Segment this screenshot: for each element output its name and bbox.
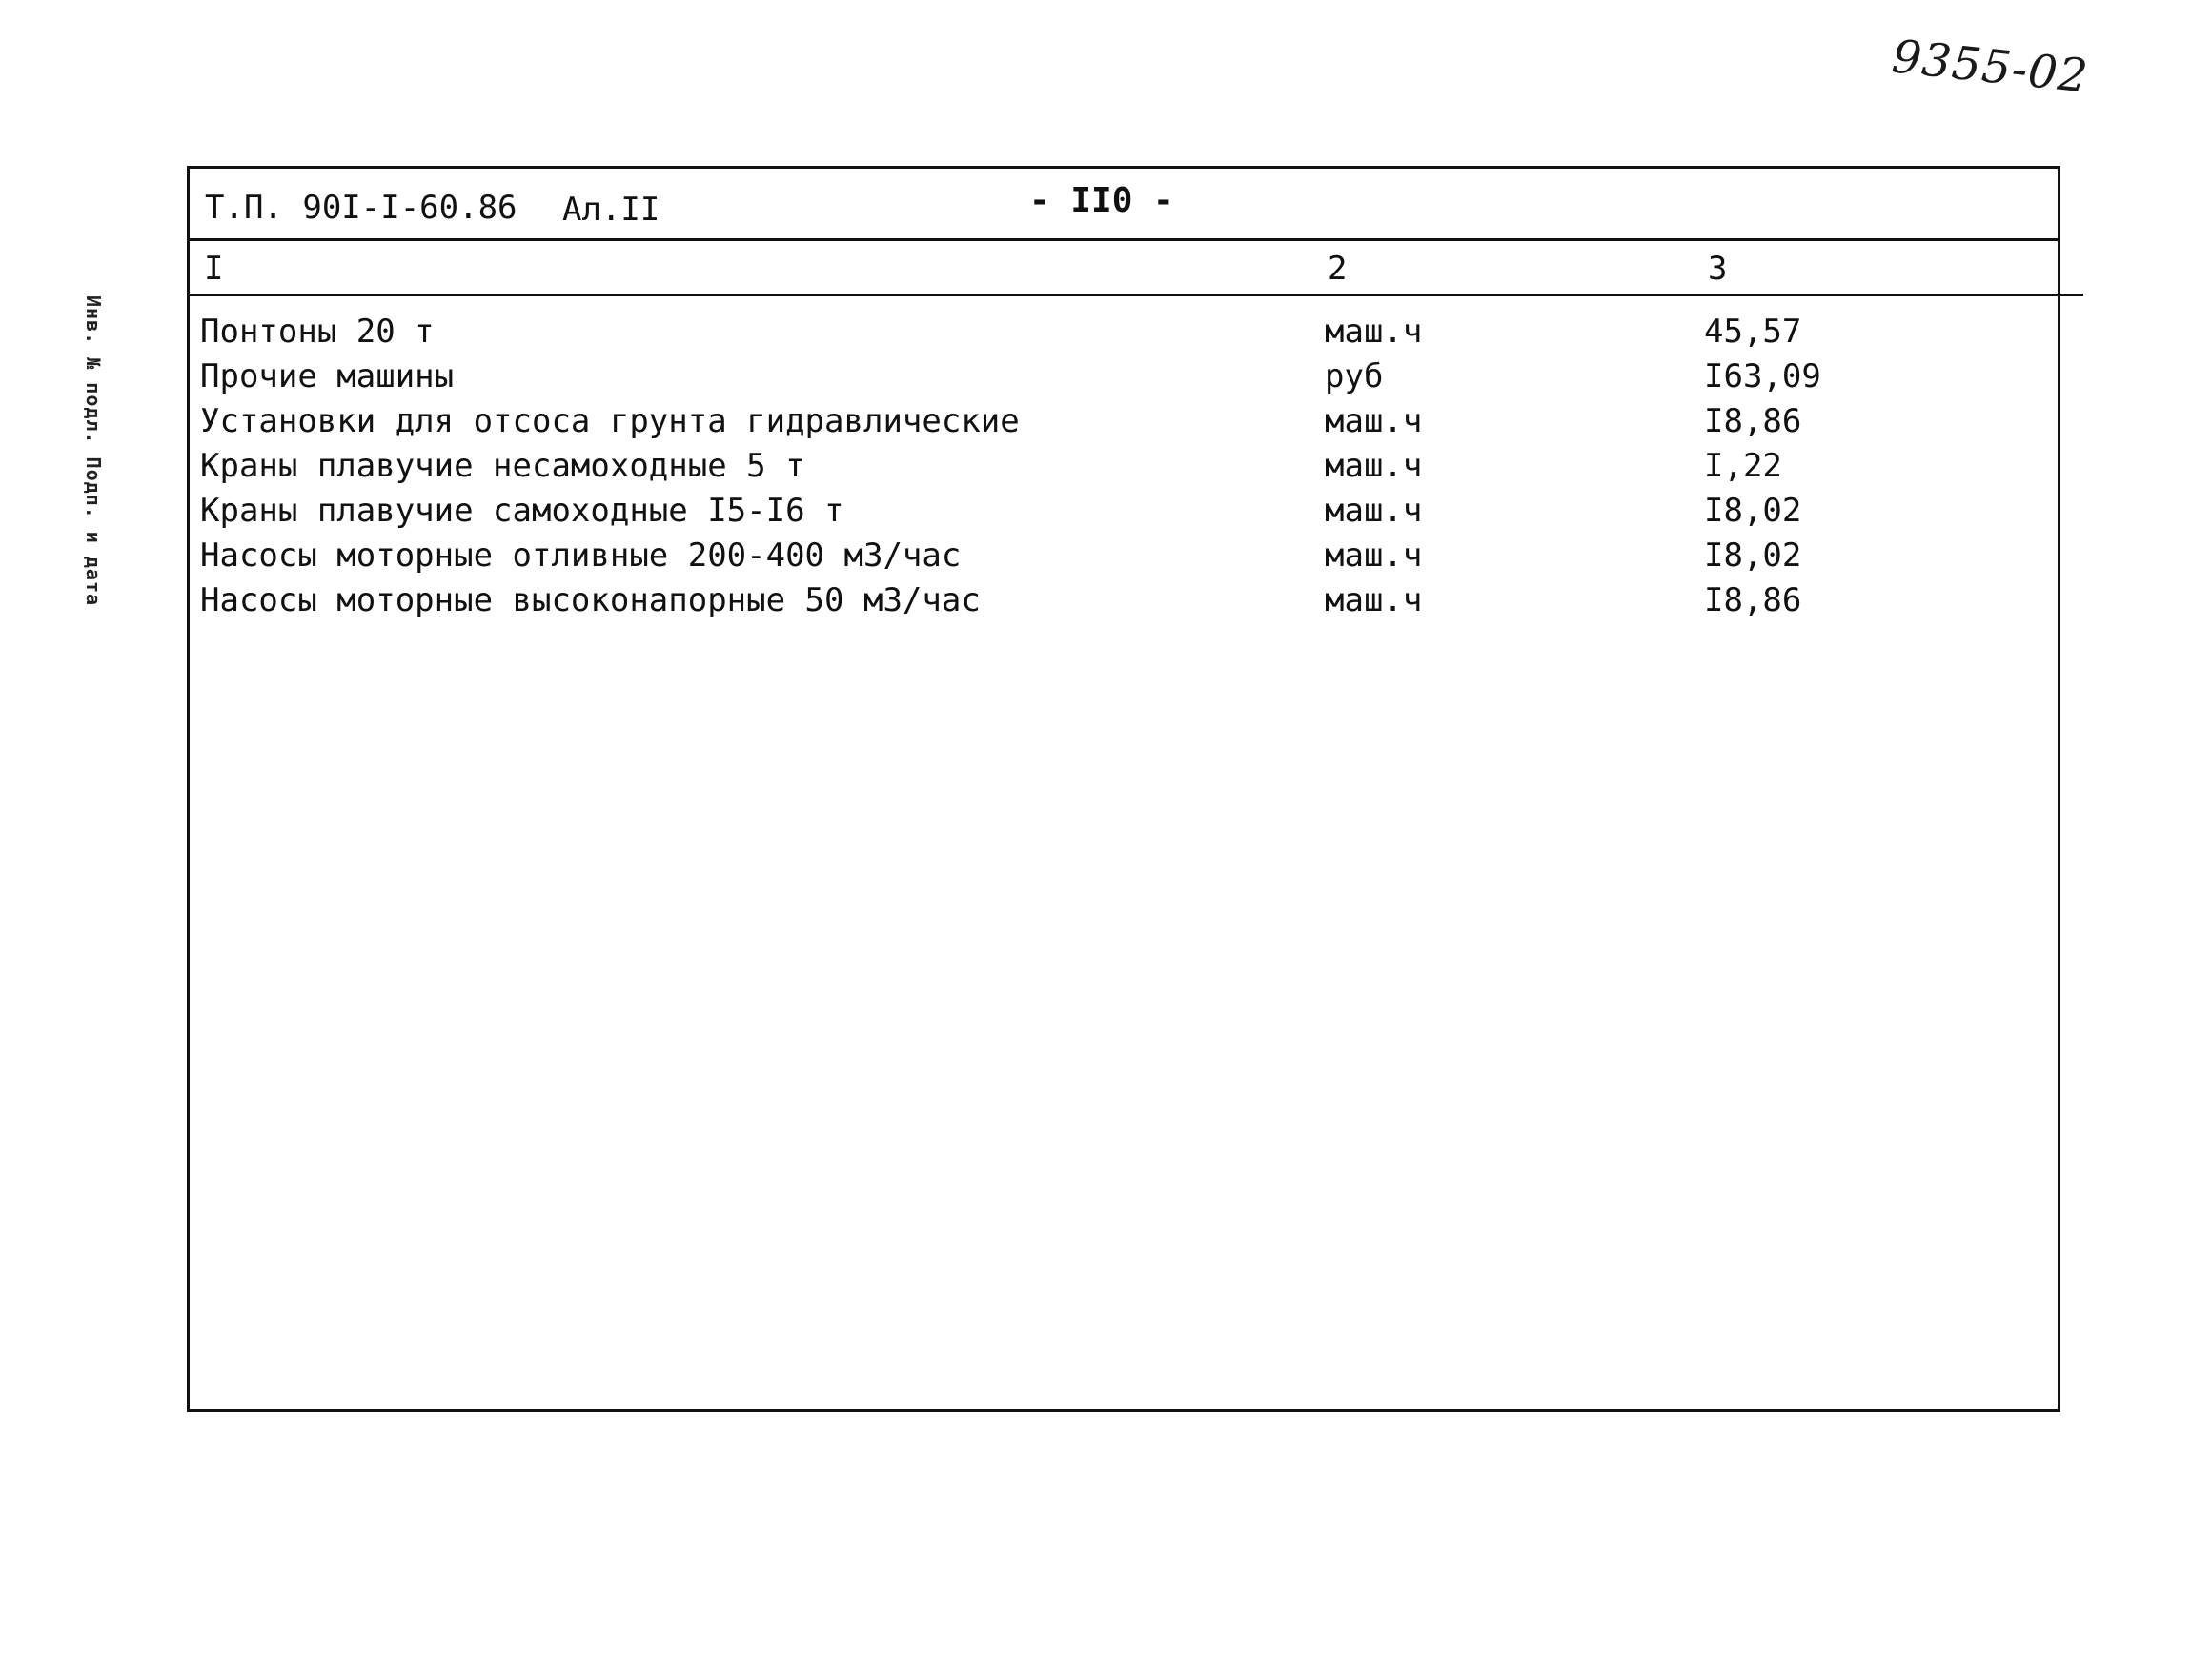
margin-stamp: Инв. № подл. Подп. и дата [82, 295, 105, 607]
table-row [200, 536, 2049, 580]
column-number-1: I [204, 250, 224, 288]
row-unit: маш.ч [1325, 313, 1423, 351]
album-label: Ал.II [562, 191, 660, 229]
row-name: Установки для отсоса грунта гидравлические [200, 402, 1020, 440]
row-name: Насосы моторные отливные 200-400 м3/час [200, 536, 962, 575]
row-unit: маш.ч [1325, 492, 1423, 530]
document-code: Т.П. 90I-I-60.86 [205, 189, 517, 227]
row-value: I8,86 [1704, 581, 1802, 619]
column-number-2: 2 [1328, 250, 1348, 288]
table-row [200, 313, 2049, 356]
row-value: I63,09 [1704, 357, 1821, 395]
page-number: - II0 - [1029, 181, 1174, 220]
row-name: Понтоны 20 т [200, 313, 435, 351]
row-value: I8,86 [1704, 402, 1802, 440]
table-row [200, 581, 2049, 625]
row-name: Краны плавучие несамоходные 5 т [200, 447, 805, 485]
archive-number: 9355-02 [1889, 30, 2091, 104]
table-row [200, 447, 2049, 491]
table-row [200, 357, 2049, 401]
row-unit: маш.ч [1325, 402, 1423, 440]
column-number-divider [187, 294, 2083, 296]
table-row [200, 402, 2049, 446]
row-value: I8,02 [1704, 536, 1802, 575]
row-unit: маш.ч [1325, 447, 1423, 485]
header-divider [187, 238, 2060, 241]
table-row [200, 492, 2049, 536]
row-name: Прочие машины [200, 357, 455, 395]
column-number-3: 3 [1708, 250, 1728, 288]
row-unit: руб [1325, 357, 1384, 395]
row-value: 45,57 [1704, 313, 1802, 351]
row-value: I8,02 [1704, 492, 1802, 530]
row-unit: маш.ч [1325, 581, 1423, 619]
row-unit: маш.ч [1325, 536, 1423, 575]
row-name: Краны плавучие самоходные I5-I6 т [200, 492, 844, 530]
row-value: I,22 [1704, 447, 1782, 485]
row-name: Насосы моторные высоконапорные 50 м3/час [200, 581, 981, 619]
